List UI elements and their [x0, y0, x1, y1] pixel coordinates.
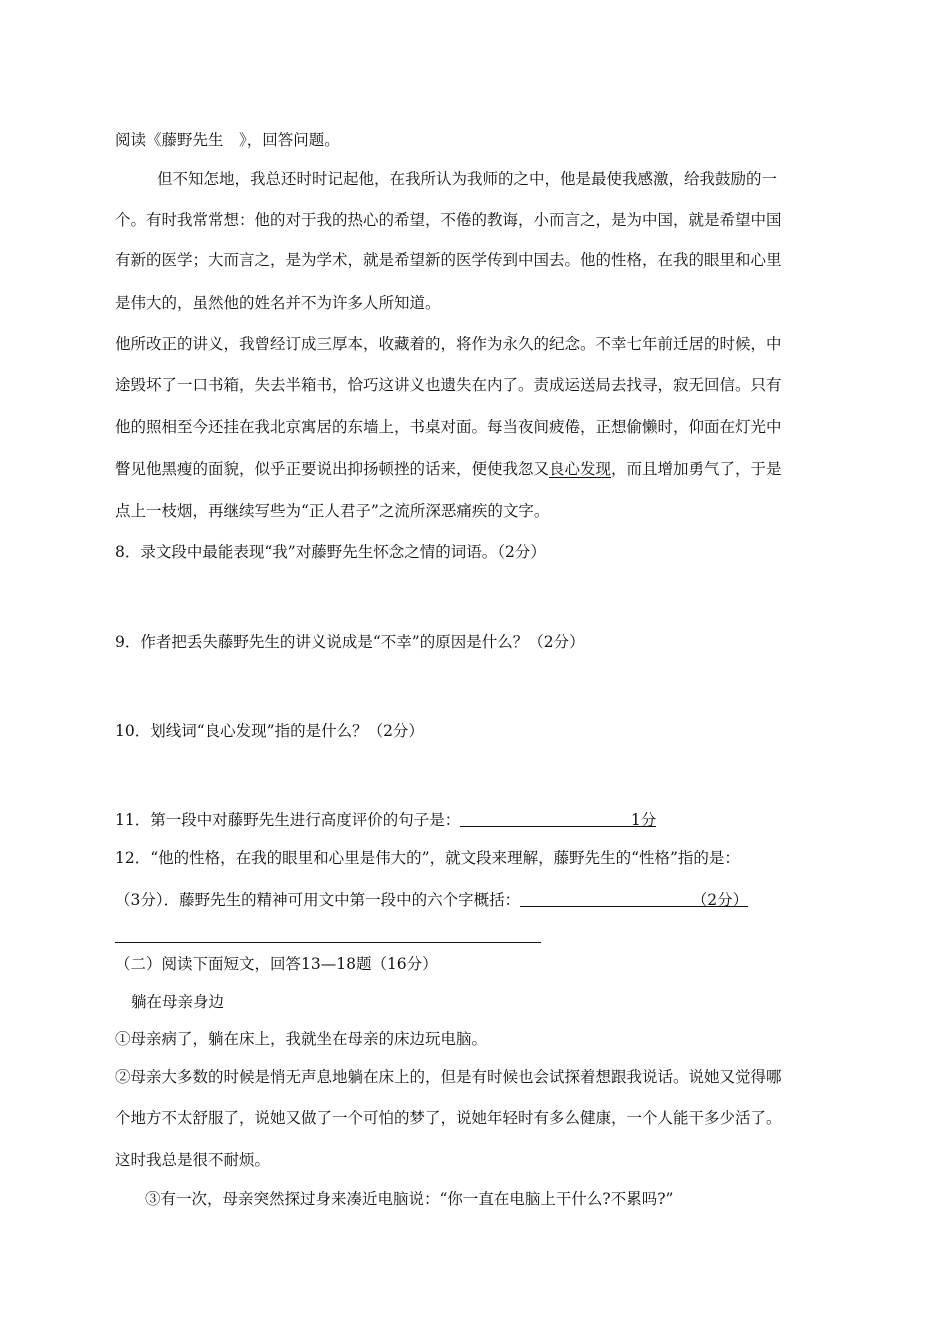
passage-line: 是伟大的，虽然他的姓名并不为许多人所知道。 — [115, 294, 441, 312]
underlined-phrase: 良心发现 — [549, 460, 612, 478]
passage-text: ，而且增加勇气了，于是 — [611, 460, 782, 478]
paragraph-2-line: 个地方不太舒服了，说她又做了一个可怕的梦了，说她年轻时有多么健康，一个人能干多少活了。 — [115, 1109, 782, 1127]
question-11-text: 11．第一段中对藤野先生进行高度评价的句子是： — [115, 811, 461, 829]
answer-blank-12[interactable] — [520, 890, 748, 907]
passage-line: 但不知怎地，我总还时时记起他，在我所认为我师的之中，他是最使我感激，给我鼓励的一 — [157, 170, 778, 188]
passage-line: 他的照相至今还挂在我北京寓居的东墙上，书桌对面。每当夜间疲倦，正想偷懒时，仰面在灯光中 — [115, 418, 782, 436]
question-8: 8．录文段中最能表现“我”对藤野先生怀念之情的词语。（2分） — [115, 543, 546, 561]
question-10: 10．划线词“良心发现”指的是什么？（2分） — [115, 722, 424, 740]
paragraph-2-line: 这时我总是很不耐烦。 — [115, 1151, 271, 1169]
paragraph-3: ③有一次，母亲突然探过身来凑近电脑说：“你一直在电脑上干什么?不累吗?” — [145, 1190, 674, 1208]
passage-line: 有新的医学；大而言之，是为学术，就是希望新的医学传到中国去。他的性格，在我的眼里和心里 — [115, 251, 782, 269]
question-9: 9．作者把丢失藤野先生的讲义说成是“不幸”的原因是什么？（2分） — [115, 633, 585, 651]
article-title: 躺在母亲身边 — [131, 993, 225, 1011]
passage-line: 他所改正的讲义，我曾经订成三厚本，收藏着的，将作为永久的纪念。不幸七年前迁居的时候，中 — [115, 335, 782, 353]
answer-blank-11[interactable] — [460, 810, 656, 827]
question-11-score: 1分 — [630, 811, 657, 829]
section2-heading: （二）阅读下面短文，回答13—18题（16分） — [115, 955, 438, 973]
paragraph-1: ①母亲病了，躺在床上，我就坐在母亲的床边玩电脑。 — [115, 1030, 488, 1048]
question-12: 12．“他的性格，在我的眼里和心里是伟大的”，就文段来理解，藤野先生的“性格”指的是： — [115, 849, 740, 867]
question-12-score: （2分） — [691, 891, 749, 909]
question-12-cont — [115, 890, 748, 910]
question-11 — [115, 810, 656, 830]
paragraph-2-line: ②母亲大多数的时候是悄无声息地躺在床上的，但是有时候也会试探着想跟我说话。说她又觉得哪 — [115, 1068, 782, 1086]
passage-line: 途毁坏了一口书箱，失去半箱书，恰巧这讲义也遗失在内了。责成运送局去找寻，寂无回信。只有 — [115, 376, 782, 394]
divider-line — [115, 942, 541, 943]
question-12-text: （3分）．藤野先生的精神可用文中第一段中的六个字概括： — [115, 891, 521, 909]
passage-line — [115, 459, 782, 479]
passage-line: 个。有时我常常想：他的对于我的热心的希望，不倦的教诲，小而言之，是为中国，就是希望中国 — [115, 211, 782, 229]
passage-line: 点上一枝烟，再继续写些为“正人君子”之流所深恶痛疾的文字。 — [115, 502, 550, 520]
reading-intro: 阅读《藤野先生 》，回答问题。 — [115, 131, 340, 149]
passage-text: 瞥见他黑瘦的面貌，似乎正要说出抑扬顿挫的话来，便使我忽又 — [115, 460, 550, 478]
